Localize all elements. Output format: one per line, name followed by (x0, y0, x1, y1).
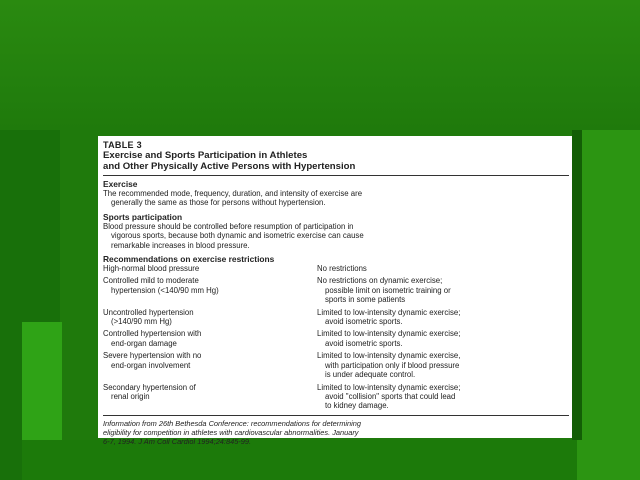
condition-cell (103, 329, 317, 348)
condition-text: (>140/90 mm Hg) (111, 317, 172, 327)
condition-text: renal origin (111, 391, 150, 401)
condition-cell (103, 351, 317, 379)
table-row (103, 329, 569, 348)
condition-text: High-normal blood pressure (103, 264, 200, 274)
table-row (103, 308, 569, 327)
recommendation-text: avoid isometric sports. (325, 317, 403, 327)
table-header (103, 140, 569, 176)
footnote-line-3: 6-7, 1994. J Am Coll Cardiol 1994;24:845-99. (103, 437, 252, 447)
table-row (103, 351, 569, 379)
footnote-line-2: eligibility for competition in athletes with cardiovascular abnormalities. January (103, 427, 359, 437)
condition-text: Secondary hypertension of (103, 382, 196, 392)
recommendation-text: possible limit on isometric training or (325, 285, 451, 295)
recommendation-cell (317, 383, 569, 411)
table-image (98, 136, 572, 447)
condition-text: end-organ involvement (111, 360, 191, 370)
slide-background-top (0, 0, 640, 130)
recommendation-text: is under adequate control. (325, 370, 416, 380)
condition-text: end-organ damage (111, 338, 177, 348)
recommendation-text: Limited to low-intensity dynamic exercise; (317, 307, 461, 317)
table-row (103, 276, 569, 304)
recommendation-text: avoid isometric sports. (325, 338, 403, 348)
condition-text: hypertension (<140/90 mm Hg) (111, 285, 219, 295)
recommendation-text: No restrictions on dynamic exercise; (317, 276, 443, 286)
condition-text: Controlled hypertension with (103, 329, 202, 339)
condition-text: Severe hypertension with no (103, 351, 202, 361)
condition-text: Controlled mild to moderate (103, 276, 199, 286)
section-sports-text-1: Blood pressure should be controlled before resumption of participation in (103, 221, 354, 231)
recommendations-table (103, 264, 569, 411)
table-row (103, 264, 569, 273)
recommendation-cell (317, 308, 569, 327)
recommendation-text: Limited to low-intensity dynamic exercise; (317, 382, 461, 392)
section-recommendations-heading: Recommendations on exercise restrictions (103, 254, 275, 265)
condition-cell (103, 383, 317, 411)
table-label: TABLE 3 (103, 140, 142, 150)
section-exercise-text-2: generally the same as those for persons without hypertension. (111, 198, 326, 208)
table-title-line-1: Exercise and Sports Participation in Athletes (103, 150, 308, 161)
recommendation-cell (317, 264, 569, 273)
slide-shadow-right (572, 130, 582, 440)
recommendation-text: avoid "collision" sports that could lead (325, 391, 456, 401)
slide-background-right (577, 130, 640, 480)
section-sports-heading: Sports participation (103, 211, 183, 222)
recommendation-text: Limited to low-intensity dynamic exercise; (317, 329, 461, 339)
recommendation-cell (317, 329, 569, 348)
condition-text: Uncontrolled hypertension (103, 307, 194, 317)
section-exercise-heading: Exercise (103, 179, 138, 189)
section-exercise-text-1: The recommended mode, frequency, duration, and intensity of exercise are (103, 189, 363, 198)
condition-cell (103, 264, 317, 273)
recommendation-text: to kidney damage. (325, 401, 389, 411)
section-sports-text-3: remarkable increases in blood pressure. (111, 240, 250, 250)
table-title-line-2: and Other Physically Active Persons with Hypertension (103, 161, 356, 172)
recommendation-cell (317, 276, 569, 304)
condition-cell (103, 276, 317, 304)
footnote-line-1: Information from 26th Bethesda Conference: recommendations for determining (103, 418, 361, 428)
recommendation-text: Limited to low-intensity dynamic exercise, (317, 351, 461, 361)
recommendation-text: with participation only if blood pressure (325, 360, 460, 370)
recommendation-cell (317, 351, 569, 379)
section-sports-text-2: vigorous sports, because both dynamic and isometric exercise can cause (111, 231, 364, 241)
recommendation-text: sports in some patients (325, 295, 406, 305)
table-row (103, 383, 569, 411)
condition-cell (103, 308, 317, 327)
recommendation-text: No restrictions (317, 264, 367, 274)
table-footnote (103, 415, 569, 447)
